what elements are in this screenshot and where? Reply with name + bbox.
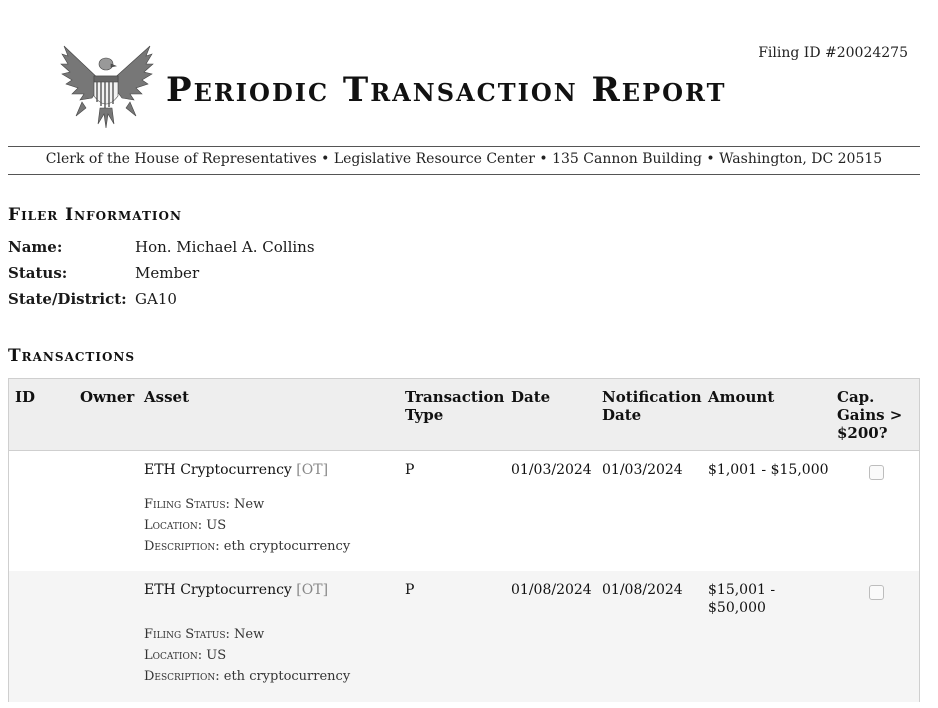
filing-status-label: Filing Status: bbox=[144, 627, 230, 642]
col-cap-gains bbox=[837, 388, 902, 442]
col-transaction-type bbox=[405, 388, 504, 424]
row-location bbox=[144, 648, 226, 664]
district-value: GA10 bbox=[135, 290, 177, 308]
eagle-seal-icon bbox=[58, 42, 154, 132]
col-notification-date bbox=[602, 388, 702, 424]
row-filing-status bbox=[144, 497, 264, 513]
row-notification-date: 01/08/2024 bbox=[602, 582, 683, 598]
row-description bbox=[144, 539, 350, 555]
row-date: 01/03/2024 bbox=[511, 462, 592, 478]
col-date: Date bbox=[511, 388, 551, 406]
col-cap-gains-line2: Gains > bbox=[837, 406, 903, 424]
col-notification-line2: Date bbox=[602, 406, 642, 424]
col-cap-gains-line3: $200? bbox=[837, 424, 888, 442]
filing-status-value: New bbox=[234, 497, 265, 512]
row-asset bbox=[144, 461, 328, 479]
table-header bbox=[9, 379, 919, 451]
location-label: Location: bbox=[144, 648, 203, 663]
col-id: ID bbox=[15, 388, 36, 406]
status-label: Status: bbox=[8, 264, 68, 282]
location-value: US bbox=[206, 518, 227, 533]
row-filing-status bbox=[144, 627, 264, 643]
row-amount bbox=[708, 581, 775, 617]
col-transaction-type-line1: Transaction bbox=[405, 388, 505, 406]
transactions-table bbox=[8, 378, 920, 702]
description-label: Description: bbox=[144, 539, 220, 554]
row-transaction-type: P bbox=[405, 582, 415, 598]
cap-gains-checkbox[interactable] bbox=[869, 465, 884, 480]
location-value: US bbox=[206, 648, 227, 663]
name-value: Hon. Michael A. Collins bbox=[135, 238, 315, 256]
description-value: eth cryptocurrency bbox=[223, 539, 351, 554]
filing-id: Filing ID #20024275 bbox=[758, 45, 908, 61]
col-transaction-type-line2: Type bbox=[405, 406, 444, 424]
asset-name: ETH Cryptocurrency bbox=[144, 462, 292, 478]
divider bbox=[8, 174, 920, 175]
row-location bbox=[144, 518, 226, 534]
description-label: Description: bbox=[144, 669, 220, 684]
status-value: Member bbox=[135, 264, 200, 282]
location-label: Location: bbox=[144, 518, 203, 533]
row-date: 01/08/2024 bbox=[511, 582, 592, 598]
row-notification-date: 01/03/2024 bbox=[602, 462, 683, 478]
filer-section-title: Filer Information bbox=[8, 205, 182, 225]
row-amount bbox=[708, 461, 829, 479]
name-label: Name: bbox=[8, 238, 63, 256]
table-row bbox=[9, 571, 919, 702]
col-notification-line1: Notification bbox=[602, 388, 702, 406]
row-transaction-type: P bbox=[405, 462, 415, 478]
col-cap-gains-line1: Cap. bbox=[837, 388, 875, 406]
filing-status-value: New bbox=[234, 627, 265, 642]
asset-name: ETH Cryptocurrency bbox=[144, 582, 292, 598]
col-owner: Owner bbox=[80, 388, 135, 406]
amount-line1: $15,001 - bbox=[708, 582, 776, 598]
office-address: Clerk of the House of Representatives • Legislative Resource Center • 135 Cannon Building • Washington, DC 20515 bbox=[45, 151, 883, 167]
divider bbox=[8, 146, 920, 147]
amount-line1: $1,001 - $15,000 bbox=[708, 462, 829, 478]
row-description bbox=[144, 669, 350, 685]
district-label: State/District: bbox=[8, 290, 127, 308]
col-amount: Amount bbox=[708, 388, 775, 406]
transactions-section-title: Transactions bbox=[8, 346, 136, 366]
table-row bbox=[9, 451, 919, 571]
amount-line2: $50,000 bbox=[708, 600, 766, 616]
description-value: eth cryptocurrency bbox=[223, 669, 351, 684]
cap-gains-checkbox[interactable] bbox=[869, 585, 884, 600]
row-asset bbox=[144, 581, 328, 599]
filing-status-label: Filing Status: bbox=[144, 497, 230, 512]
asset-type-tag: [OT] bbox=[296, 462, 329, 478]
page-title: Periodic Transaction Report bbox=[166, 70, 727, 110]
asset-type-tag: [OT] bbox=[296, 582, 329, 598]
col-asset: Asset bbox=[144, 388, 189, 406]
